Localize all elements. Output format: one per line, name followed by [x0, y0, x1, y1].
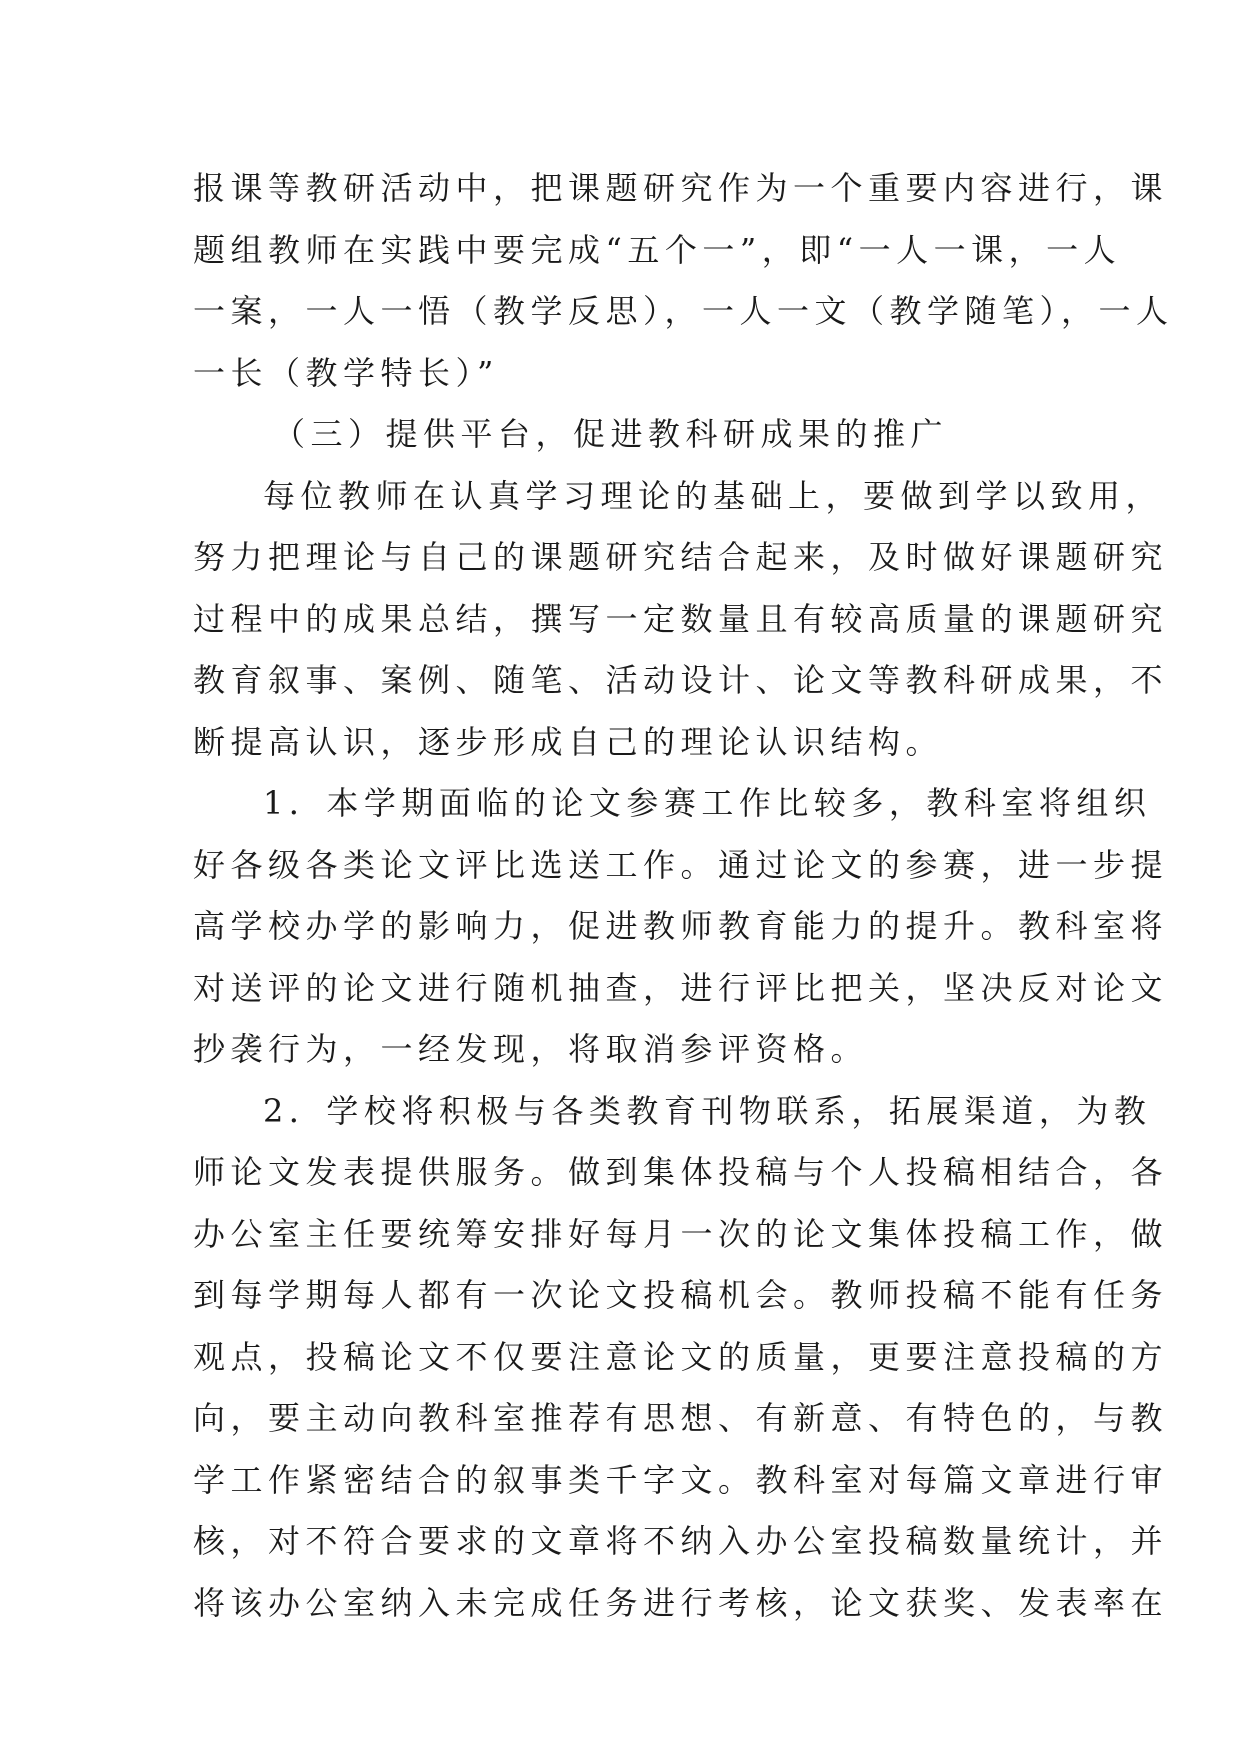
text-line: 断提高认识，逐步形成自己的理论认识结构。 — [193, 722, 944, 761]
text-line: 核，对不符合要求的文章将不纳入办公室投稿数量统计，并 — [193, 1522, 1169, 1560]
paragraph-first-line: 每位教师在认真学习理论的基础上，要做到学以致用， — [263, 476, 1164, 515]
document-body — [193, 158, 1174, 1634]
text-line: 一案，一人一悟（教学反思），一人一文（教学随笔），一人 — [193, 292, 1174, 330]
text-line: 到每学期每人都有一次论文投稿机会。教师投稿不能有任务 — [193, 1276, 1169, 1314]
text-line: 学工作紧密结合的叙事类千字文。教科室对每篇文章进行审 — [193, 1460, 1169, 1499]
text-line: 努力把理论与自己的课题研究结合起来，及时做好课题研究 — [193, 538, 1169, 576]
text-line: 好各级各类论文评比选送工作。通过论文的参赛，进一步提 — [193, 845, 1169, 884]
text-line: 向，要主动向教科室推荐有思想、有新意、有特色的，与教 — [193, 1399, 1169, 1437]
text-line: 高学校办学的影响力，促进教师教育能力的提升。教科室将 — [193, 907, 1169, 945]
text-line: 对送评的论文进行随机抽查，进行评比把关，坚决反对论文 — [193, 968, 1169, 1007]
paragraph-first-line: 1．本学期面临的论文参赛工作比较多，教科室将组织 — [263, 784, 1152, 822]
section-heading: （三）提供平台，促进教科研成果的推广 — [273, 415, 949, 453]
text-line: 师论文发表提供服务。做到集体投稿与个人投稿相结合，各 — [193, 1153, 1169, 1191]
text-line: 观点，投稿论文不仅要注意论文的质量，更要注意投稿的方 — [193, 1337, 1169, 1376]
text-line: 一长（教学特长）” — [193, 353, 499, 392]
text-line: 教育叙事、案例、随笔、活动设计、论文等教科研成果，不 — [193, 661, 1169, 699]
text-line: 报课等教研活动中，把课题研究作为一个重要内容进行，课 — [193, 169, 1169, 207]
text-line: 将该办公室纳入未完成任务进行考核，论文获奖、发表率在 — [193, 1583, 1169, 1622]
text-line: 过程中的成果总结，撰写一定数量且有较高质量的课题研究 — [193, 599, 1169, 638]
text-line: 题组教师在实践中要完成“五个一”，即“一人一课，一人 — [193, 230, 1122, 269]
text-line: 抄袭行为，一经发现，将取消参评资格。 — [193, 1030, 869, 1068]
text-line: 办公室主任要统筹安排好每月一次的论文集体投稿工作，做 — [193, 1214, 1169, 1253]
paragraph-first-line: 2．学校将积极与各类教育刊物联系，拓展渠道，为教 — [263, 1091, 1152, 1130]
